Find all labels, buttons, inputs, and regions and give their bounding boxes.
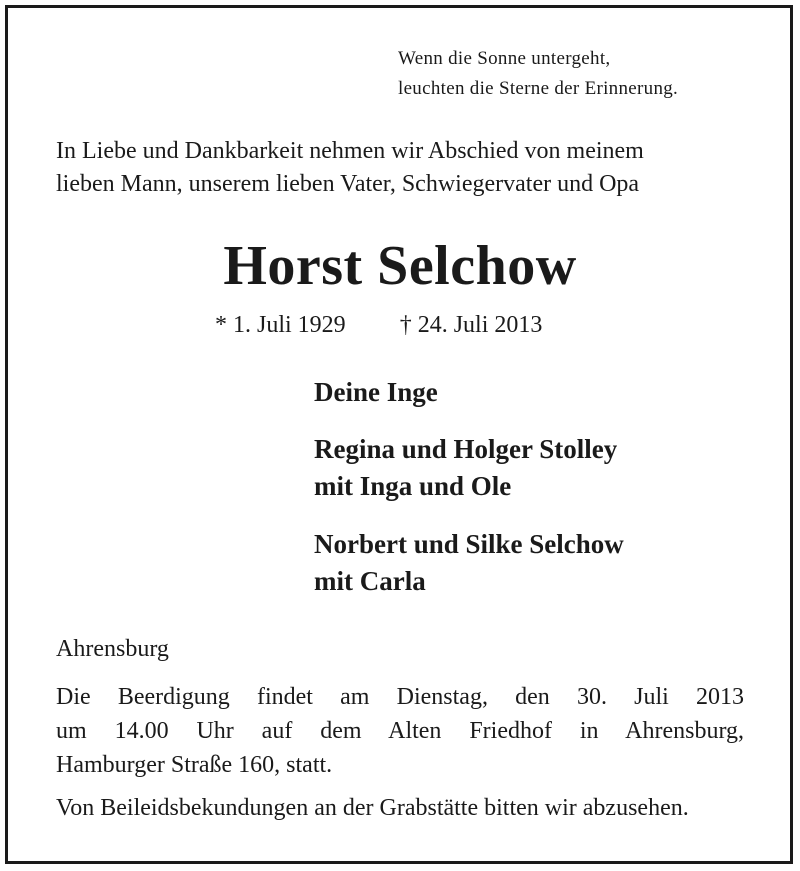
place-name: Ahrensburg — [56, 636, 169, 662]
mourner-group-son — [314, 526, 624, 600]
life-dates — [215, 309, 542, 341]
quote-line-2: leuchten die Sterne der Erinnerung. — [398, 78, 679, 99]
birth-date: * 1. Juli 1929 — [215, 312, 346, 338]
death-date: † 24. Juli 2013 — [399, 312, 543, 338]
mourner-line: mit Carla — [314, 566, 426, 596]
funeral-details — [56, 680, 744, 782]
intro-line-2: lieben Mann, unserem lieben Vater, Schwiegervater und Opa — [56, 171, 640, 197]
mourner-line: Regina und Holger Stolley — [314, 434, 618, 464]
mourner-line: Deine Inge — [314, 377, 438, 407]
intro-line-1: In Liebe und Dankbarkeit nehmen wir Abschied von meinem — [56, 138, 644, 164]
condolence-note: Von Beileidsbekundungen an der Grabstätte bitten wir abzusehen. — [56, 795, 689, 821]
mourner-line: mit Inga und Ole — [314, 471, 512, 501]
mourner-group-spouse — [314, 374, 438, 411]
mourner-group-daughter — [314, 431, 617, 505]
funeral-line-3: Hamburger Straße 160, statt. — [56, 752, 333, 778]
epigraph-quote — [398, 44, 678, 104]
funeral-line-1: Die Beerdigung findet am Dienstag, den 30. Juli 2013 — [56, 684, 744, 710]
intro-text — [56, 135, 644, 201]
quote-line-1: Wenn die Sonne untergeht, — [398, 48, 611, 69]
funeral-line-2: um 14.00 Uhr auf dem Alten Friedhof in Ahrensburg, — [56, 718, 744, 744]
mourner-line: Norbert und Silke Selchow — [314, 529, 624, 559]
deceased-name: Horst Selchow — [223, 235, 577, 297]
